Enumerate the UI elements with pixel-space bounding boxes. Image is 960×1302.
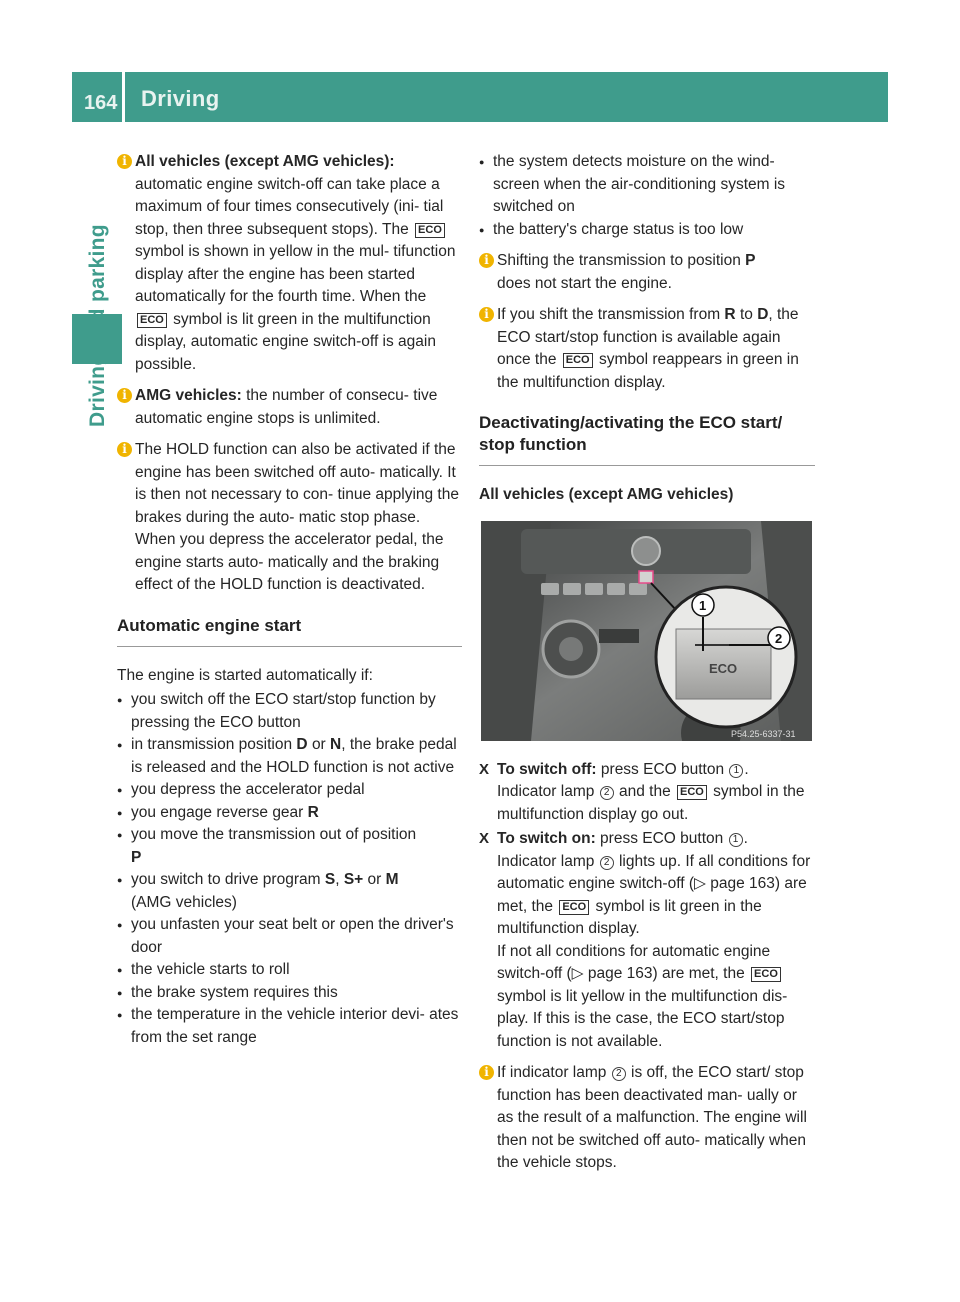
list-item bbox=[117, 824, 462, 869]
step-text: ) are met, the bbox=[652, 965, 745, 982]
callout-1-icon: 1 bbox=[729, 833, 743, 847]
note-text: to bbox=[739, 306, 753, 323]
step-switch-on: X To switch on: press ECO button 1 . Indicator lamp 2 lights up. If all conditions for automatic engine switch-off (▷ page 163) are met, the ECO symbol is lit green in the multifunction display. If not all conditions for automatic engine switch-off (▷ page 163) are met, the ECO symbol is lit yellow in the multifunction dis- play. If this is the case, the ECO start/stop function is not available. bbox=[479, 830, 811, 1050]
list-item bbox=[479, 151, 815, 219]
info-note-amg bbox=[117, 385, 462, 430]
info-icon: i bbox=[479, 307, 494, 322]
step-text: press ECO button bbox=[600, 760, 725, 778]
list-item-text: you unfasten your seat belt or open the driver's door bbox=[131, 916, 454, 956]
callout-2-icon: 2 bbox=[612, 1067, 626, 1081]
list-item-text: you depress the accelerator pedal bbox=[131, 781, 365, 798]
note-text: automatic engine switch-off can take place a maximum of four times consecutively (ini- tial stop, then three subsequent stops). The bbox=[135, 175, 444, 238]
list-item-text: (AMG vehicles) bbox=[131, 893, 237, 911]
step-text: and the bbox=[618, 783, 671, 800]
list-item bbox=[117, 689, 462, 734]
step-text: Indicator lamp bbox=[497, 783, 595, 800]
list-item-text: , bbox=[335, 871, 340, 888]
gear-r: R bbox=[307, 803, 319, 821]
list-item-text: you switch to drive program bbox=[131, 871, 321, 888]
note-text: , the ECO start/stop function is available again once the bbox=[497, 306, 799, 368]
step-text: Indicator lamp bbox=[497, 852, 595, 870]
note-text: The HOLD function can also be activated if the engine has been switched off auto- matically. It is then not necessary to con- tinue applying the brakes during the auto- matic stop phase. When you depress the accelerator pedal, the engine starts auto- matically and the braking effect of the HOLD function is deactivated. bbox=[135, 441, 459, 593]
step-text: If not all conditions for automatic engine switch-off ( bbox=[497, 942, 771, 982]
side-tab-label bbox=[78, 107, 118, 427]
list-item bbox=[117, 869, 462, 914]
drive-program-m: M bbox=[385, 871, 399, 888]
callout-2-icon: 2 bbox=[600, 856, 614, 870]
center-console-illustration bbox=[481, 521, 812, 741]
step-text: symbol in the multifunction display go out. bbox=[497, 783, 805, 823]
list-item-text: in transmission position bbox=[131, 736, 293, 753]
note-text: is off, the ECO start/ stop function has been deactivated man- ually or as the result of a malfunction. The engine will then not be switched off auto- matically when the vehicle stops. bbox=[497, 1064, 807, 1171]
gear-p: P bbox=[745, 252, 756, 269]
step-switch-off: X To switch off: press ECO button 1 . Indicator lamp 2 and the ECO symbol in the multifunction display go out. bbox=[479, 760, 805, 823]
gear-d: D bbox=[757, 306, 769, 323]
step-text: lights up. If all conditions for automatic engine switch-off ( bbox=[497, 852, 811, 892]
list-item bbox=[117, 1004, 462, 1049]
info-note-all-vehicles bbox=[117, 151, 462, 376]
step-text: ) are met, the bbox=[497, 875, 807, 915]
subheading-all-vehicles: All vehicles (except AMG vehicles) bbox=[479, 486, 734, 503]
note-title: AMG vehicles: bbox=[135, 387, 242, 404]
note-text: symbol reappears in green in the multifunction display. bbox=[497, 351, 799, 391]
step-text: press ECO button bbox=[600, 830, 724, 847]
step-text: symbol is lit green in the multifunction display. bbox=[497, 897, 762, 937]
info-icon: i bbox=[479, 1065, 494, 1080]
list-item-text: you engage reverse gear bbox=[131, 803, 304, 821]
note-text: symbol is lit green in the multifunction display, automatic engine switch-off is again possible. bbox=[135, 310, 436, 373]
page-reference-link[interactable]: page 163 bbox=[710, 875, 775, 892]
eco-symbol-icon: ECO bbox=[563, 353, 593, 368]
page-reference-link[interactable]: page 163 bbox=[587, 965, 653, 982]
list-item-text: or bbox=[311, 736, 326, 753]
eco-symbol-icon: ECO bbox=[751, 967, 781, 982]
intro-text: The engine is started automatically if: bbox=[117, 666, 373, 684]
list-item bbox=[117, 779, 462, 802]
list-item bbox=[117, 959, 462, 982]
callout-2-icon: 2 bbox=[600, 786, 614, 800]
eco-symbol-icon: ECO bbox=[137, 313, 167, 328]
gear-n: N bbox=[330, 736, 342, 753]
list-item bbox=[117, 734, 462, 779]
header-divider bbox=[122, 72, 125, 122]
info-note-transmission-p bbox=[479, 250, 815, 295]
step-title: To switch on: bbox=[497, 830, 596, 847]
eco-button-label: ECO bbox=[709, 660, 738, 676]
list-item-text: the vehicle starts to roll bbox=[131, 961, 290, 978]
right-column bbox=[479, 151, 815, 1184]
side-tab-block bbox=[72, 314, 122, 364]
arrow-icon: X bbox=[479, 830, 490, 847]
callout-1-icon: 1 bbox=[729, 764, 743, 778]
note-text: If indicator lamp bbox=[497, 1064, 607, 1081]
list-item-text: you move the transmission out of position bbox=[131, 826, 417, 843]
step-text: symbol is lit yellow in the multifunction dis- play. If this is the case, the ECO start/stop function is not available. bbox=[497, 987, 788, 1050]
drive-program-s: S bbox=[324, 871, 336, 888]
list-item-text: the temperature in the vehicle interior devi- ates from the set range bbox=[131, 1006, 459, 1046]
drive-program-s-plus: S+ bbox=[343, 871, 364, 888]
list-item-text: the battery's charge status is too low bbox=[493, 220, 744, 238]
info-icon: i bbox=[117, 388, 132, 403]
list-item bbox=[117, 914, 462, 959]
info-note-r-to-d bbox=[479, 304, 815, 394]
info-icon: i bbox=[479, 253, 494, 268]
callout-1: 1 bbox=[699, 597, 707, 613]
eco-symbol-icon: ECO bbox=[559, 900, 589, 915]
note-text: the number of consecu- tive automatic engine stops is unlimited. bbox=[135, 387, 438, 427]
page-number: 164 bbox=[84, 92, 118, 114]
info-note-indicator-off bbox=[479, 1062, 815, 1175]
list-item bbox=[117, 982, 462, 1005]
gear-p: P bbox=[131, 848, 142, 866]
ref-arrow-icon: ▷ bbox=[571, 965, 584, 982]
note-text: If you shift the transmission from bbox=[497, 306, 721, 323]
step-title: To switch off: bbox=[497, 760, 597, 778]
chapter-title: Driving bbox=[141, 86, 220, 111]
eco-button-figure bbox=[481, 521, 812, 741]
note-text: does not start the engine. bbox=[497, 274, 672, 292]
callout-2: 2 bbox=[775, 630, 783, 646]
list-item bbox=[479, 219, 815, 242]
ref-arrow-icon: ▷ bbox=[694, 875, 706, 892]
info-note-hold bbox=[117, 439, 462, 597]
section-heading-automatic-start: Automatic engine start bbox=[117, 615, 462, 647]
info-icon: i bbox=[117, 154, 132, 169]
note-text: symbol is shown in yellow in the mul- tifunction display after the engine has been started automatically for the fourth time. When the bbox=[135, 243, 456, 305]
note-title: All vehicles (except AMG vehicles): bbox=[135, 153, 395, 170]
list-item-text: you switch off the ECO start/stop function by pressing the ECO button bbox=[131, 691, 436, 731]
list-item-text: or bbox=[367, 871, 382, 888]
list-item-text: the brake system requires this bbox=[131, 983, 338, 1001]
list-item-text: , the brake pedal is released and the HOLD function is not active bbox=[131, 736, 457, 776]
list-item-text: the system detects moisture on the wind- screen when the air-conditioning system is switched on bbox=[493, 153, 786, 215]
gear-r: R bbox=[724, 306, 736, 323]
figure-code: P54.25-6337-31 bbox=[731, 728, 796, 739]
info-icon: i bbox=[117, 442, 132, 457]
left-column bbox=[117, 151, 462, 1049]
section-heading-deactivating: Deactivating/activating the ECO start/ stop function bbox=[479, 412, 815, 466]
gear-d: D bbox=[296, 736, 308, 753]
list-item bbox=[117, 802, 462, 825]
eco-symbol-icon: ECO bbox=[415, 223, 445, 238]
arrow-icon: X bbox=[479, 760, 490, 778]
note-text: Shifting the transmission to position bbox=[497, 252, 741, 269]
eco-symbol-icon: ECO bbox=[677, 785, 707, 800]
side-tab bbox=[72, 122, 122, 1222]
